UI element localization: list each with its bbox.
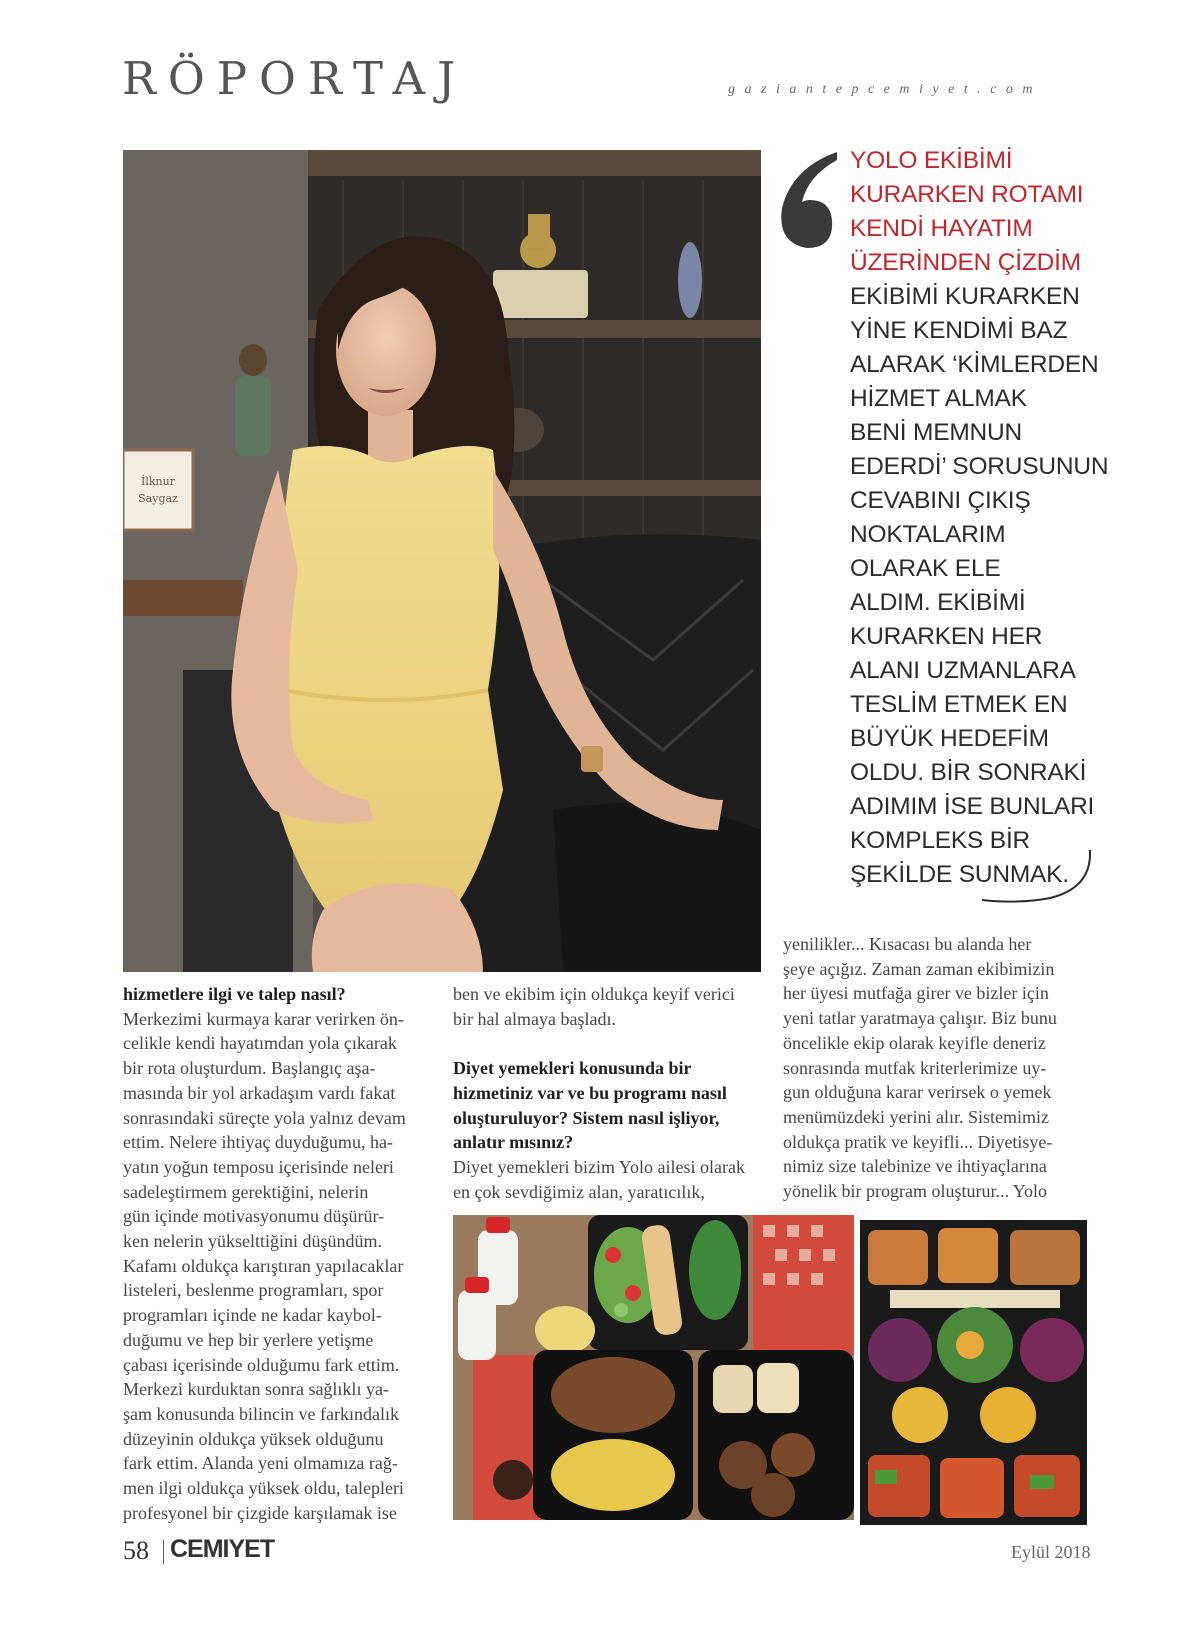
body-line: Merkezimi kurmaya karar verirken ön-: [123, 1008, 404, 1029]
body-line: gun olduğuna karar verirsek o yemek: [783, 1082, 1052, 1103]
question-text: oluşturuluyor? Sistem nasıl işliyor,: [453, 1107, 720, 1128]
question-text: Diyet yemekleri konusunda bir: [453, 1058, 692, 1079]
magazine-name: CEMIYET: [170, 1535, 275, 1563]
body-line: Diyet yemekleri bizim Yolo ailesi olarak: [453, 1156, 745, 1177]
body-line: masında bir yol arkadaşım vardı fakat: [123, 1082, 396, 1103]
paragraph-gap: [453, 1031, 763, 1056]
portrait-photo: [123, 150, 761, 972]
pull-quote-line: ALANI UZMANLARA: [850, 657, 1076, 684]
issue-date: Eylül 2018: [1011, 1542, 1091, 1562]
body-line: Kafamı oldukça karıştıran yapılacaklar: [123, 1255, 404, 1276]
footer-separator: [163, 1540, 164, 1564]
body-line: listeleri, beslenme programları, spor: [123, 1280, 384, 1301]
body-line: bir hal almaya başladı.: [453, 1008, 616, 1029]
pull-quote-line: EDERDİ’ SORUSUNUN: [850, 453, 1109, 480]
body-line: yeni tatlar yaratmaya çalışır. Biz bunu: [783, 1008, 1057, 1029]
pull-quote-line: KENDİ HAYATIM: [850, 215, 1033, 242]
body-line: menümüzdeki yerini alır. Sistemimiz: [783, 1106, 1049, 1127]
placard-text-2: Saygaz: [138, 492, 178, 505]
body-line: şeye açığız. Zaman zaman ekibimizin: [783, 958, 1055, 979]
pull-quote-line: ŞEKİLDE SUNMAK.: [850, 861, 1069, 888]
body-line: programları içinde ne kadar kaybol-: [123, 1305, 382, 1326]
opening-quote-icon: [772, 148, 842, 258]
body-line: duğumu ve hep bir yerlere yetişme: [123, 1329, 374, 1350]
page-number: 58: [123, 1536, 149, 1565]
article-column-middle: [453, 982, 763, 1204]
pull-quote-line: KOMPLEKS BİR: [850, 827, 1031, 854]
pull-quote-line: ALARAK ‘KİMLERDEN: [850, 351, 1099, 378]
body-line: düzeyinin oldukça yüksek olduğunu: [123, 1428, 384, 1449]
body-line: Merkezi kurduktan sonra sağlıklı ya-: [123, 1379, 389, 1400]
site-url: gaziantepcemiyet.com: [728, 82, 1043, 97]
body-line: gün içinde motivasyonumu düşürür-: [123, 1206, 385, 1227]
body-line: bir rota oluşturdum. Başlangıç aşa-: [123, 1058, 376, 1079]
body-line: celikle kendi hayatımdan yola çıkarak: [123, 1033, 397, 1054]
pull-quote-line: EKİBİMİ KURARKEN: [850, 283, 1080, 310]
body-line: öncelikle ekip olarak keyifle deneriz: [783, 1032, 1046, 1053]
body-line: ben ve ekibim için oldukça keyif verici: [453, 984, 735, 1004]
body-line: yönelik bir program oluşturur... Yolo: [783, 1181, 1047, 1202]
body-line: şam konusunda bilincin ve farkındalık: [123, 1403, 399, 1424]
pull-quote-highlight: [850, 144, 1195, 280]
body-line: nimiz size talebinize ve ihtiyaçlarına: [783, 1156, 1047, 1177]
body-line: profesyonel bir çizgide karşılamak ise: [123, 1502, 397, 1523]
body-line: oldukça pratik ve keyifli... Diyetisye-: [783, 1131, 1053, 1152]
pull-quote-line: ADIMIM İSE BUNLARI: [850, 793, 1095, 820]
body-line: men ilgi oldukça yüksek oldu, talepleri: [123, 1478, 404, 1499]
pull-quote-line: ÜZERİNDEN ÇİZDİM: [850, 249, 1081, 276]
placard-text-1: İlknur: [141, 475, 175, 488]
pull-quote-line: YOLO EKİBİMİ: [850, 147, 1013, 174]
question-text: anlatır mısınız?: [453, 1132, 574, 1153]
body-line: çabası içerisinde olduğumu fark ettim.: [123, 1354, 400, 1375]
pull-quote-line: ALDIM. EKİBİMİ: [850, 589, 1026, 616]
body-line: ettim. Nelere ihtiyaç duyduğumu, ha-: [123, 1132, 393, 1153]
body-line: ken nelerin yükselttiğini düşündüm.: [123, 1231, 382, 1252]
body-line: fark ettim. Alanda yeni olmamıza rağ-: [123, 1453, 398, 1474]
article-column-left: [123, 982, 433, 1525]
food-photo-salads: [860, 1220, 1087, 1525]
pull-quote-line: BÜYÜK HEDEFİM: [850, 725, 1049, 752]
pull-quote-line: TESLİM ETMEK EN: [850, 691, 1068, 718]
article-column-right: [783, 932, 1093, 1204]
body-line: sadeleştirmem gerektiğini, nelerin: [123, 1181, 369, 1202]
pull-quote-line: YİNE KENDİMİ BAZ: [850, 317, 1068, 344]
body-line: yenilikler... Kısacası bu alanda her: [783, 934, 1032, 954]
section-title: RÖPORTAJ: [122, 52, 468, 105]
closing-quote-swoosh-icon: [980, 848, 1095, 906]
body-line: sonrasındaki süreçte yola yalnız devam: [123, 1107, 406, 1128]
pull-quote-line: NOKTALARIM: [850, 521, 1006, 548]
pull-quote-line: CEVABINI ÇIKIŞ: [850, 487, 1031, 514]
pull-quote-line: KURARKEN HER: [850, 623, 1043, 650]
pull-quote-line: OLARAK ELE: [850, 555, 1001, 582]
food-photo-meal-boxes: [453, 1215, 854, 1520]
question-text: hizmetlere ilgi ve talep nasıl?: [123, 984, 346, 1004]
pull-quote-line: BENİ MEMNUN: [850, 419, 1023, 446]
body-line: her üyesi mutfağa girer ve bizler için: [783, 983, 1049, 1004]
pull-quote-line: HİZMET ALMAK: [850, 385, 1027, 412]
pull-quote: [850, 144, 1195, 892]
pull-quote-line: OLDU. BİR SONRAKİ: [850, 759, 1087, 786]
body-line: en çok sevdiğimiz alan, yaratıcılık,: [453, 1181, 705, 1202]
question-text: hizmetiniz var ve bu programı nasıl: [453, 1082, 727, 1103]
body-line: yatın yoğun temposu içerisinde neleri: [123, 1156, 394, 1177]
pull-quote-line: KURARKEN ROTAMI: [850, 181, 1084, 208]
body-line: sonrasında mutfak kriterlerimize uy-: [783, 1057, 1047, 1078]
